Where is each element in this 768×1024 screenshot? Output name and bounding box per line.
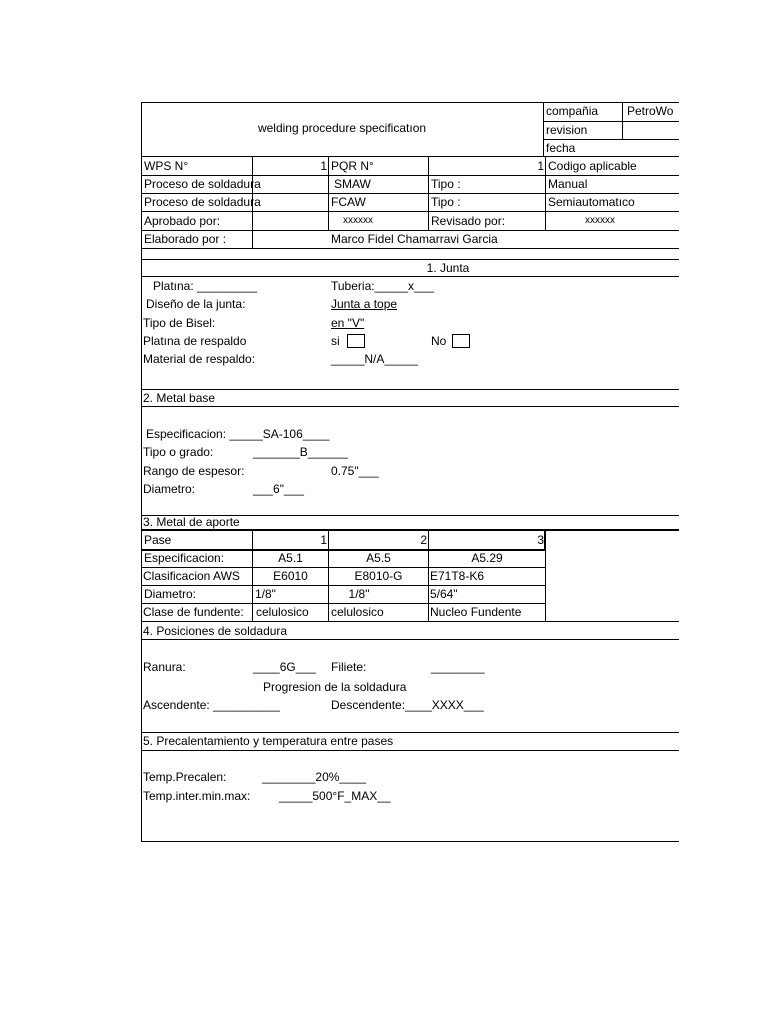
filiete-label: Filiete:: [331, 660, 367, 674]
aprobado-label: Aprobado por:: [144, 214, 221, 228]
pqr-label: PQR N°: [331, 159, 374, 173]
diametro-value: ___6"___: [253, 482, 304, 496]
descendente-field: Descendente:____XXXX___: [331, 698, 484, 712]
tipo-grado-label: Tipo o grado:: [143, 445, 214, 459]
precalen-label: Temp.Precalen:: [143, 770, 227, 784]
intermin-value: _____500°F_MAX__: [279, 789, 391, 803]
tipo1-label: Tipo :: [431, 177, 461, 191]
aporte-cell: celulosico: [256, 605, 309, 619]
diseno-label: Diseño de la junta:: [146, 297, 246, 311]
filiete-value: ________: [431, 660, 485, 674]
bisel-value: en "V": [331, 316, 365, 330]
ranura-label: Ranura:: [143, 660, 186, 674]
pase-2: 2: [420, 533, 427, 547]
precalentamiento-title: 5. Precalentamiento y temperatura entre pases: [143, 734, 394, 748]
pqr-value: 1: [537, 159, 544, 173]
aporte-cell: E8010-G: [354, 569, 403, 583]
tipo2-label: Tipo :: [431, 195, 461, 209]
material-value: _____N/A_____: [331, 352, 418, 366]
pase-label: Pase: [144, 533, 172, 547]
bisel-label: Tipo de Bisel:: [143, 316, 216, 330]
pase-3: 3: [537, 533, 544, 547]
elaborado-label: Elaborado por :: [144, 232, 227, 246]
metal-base-title: 2. Metal base: [143, 391, 216, 405]
elaborado-value: Marco Fidel Chamarravi Garcia: [331, 232, 498, 246]
rango-label: Rango de espesor:: [143, 464, 245, 478]
aporte-row-label: Clasificacion AWS: [143, 569, 240, 583]
rango-value: 0.75"___: [331, 464, 379, 478]
aporte-row-label: Diametro:: [144, 587, 197, 601]
intermin-label: Temp.inter.min.max:: [143, 789, 251, 803]
company-label: compañia: [546, 104, 599, 118]
aporte-cell: Nucleo Fundente: [430, 605, 522, 619]
proceso2-label: Proceso de soldadura: [144, 195, 261, 209]
proceso1-value: SMAW: [334, 177, 371, 191]
metal-aporte-title: 3. Metal de aporte: [143, 515, 240, 529]
aporte-row-label: Especificacion:: [144, 551, 225, 565]
platina-field: Platına: _________: [153, 279, 258, 293]
revisado-label: Revisado por:: [431, 214, 506, 228]
aprobado-value: xxxxxx: [343, 215, 373, 226]
diametro-label: Diametro:: [143, 482, 196, 496]
respaldo-no-checkbox[interactable]: [452, 334, 470, 348]
ranura-value: ____6G___: [253, 660, 316, 674]
diseno-value: Junta a tope: [331, 297, 398, 311]
tipo1-value: Manual: [548, 177, 588, 191]
progresion-label: Progresion de la soldadura: [263, 680, 407, 694]
material-label: Material de respaldo:: [143, 352, 256, 366]
revision-label: revision: [546, 123, 588, 137]
respaldo-si-checkbox[interactable]: [347, 334, 365, 348]
tuberia-field: Tuberia:_____x___: [331, 279, 434, 293]
codigo-label: Codigo aplicable: [548, 159, 637, 173]
proceso2-value: FCAW: [331, 195, 366, 209]
fecha-label: fecha: [546, 141, 576, 155]
revisado-value: xxxxxx: [585, 215, 615, 226]
posiciones-title: 4. Posiciones de soldadura: [143, 624, 288, 638]
aporte-cell: A5.29: [471, 551, 503, 565]
tipo2-value: Semiautomatıco: [548, 195, 635, 209]
respaldo-label: Platına de respaldo: [143, 334, 247, 348]
aporte-cell: A5.1: [278, 551, 303, 565]
wps-label: WPS N°: [144, 159, 189, 173]
aporte-cell: 1/8": [348, 587, 370, 601]
company-value: PetroWo: [627, 104, 674, 118]
aporte-cell: celulosico: [331, 605, 384, 619]
aporte-cell: 1/8": [255, 587, 276, 601]
tipo-grado-value: _______B______: [253, 445, 348, 459]
aporte-cell: A5.5: [366, 551, 391, 565]
wps-value: 1: [320, 159, 327, 173]
precalen-value: ________20%____: [262, 770, 367, 784]
especificacion-field: Especificacion: _____SA-106____: [146, 427, 330, 441]
form-title: welding procedure specificatıon: [257, 121, 427, 135]
aporte-row-label: Clase de fundente:: [143, 605, 244, 619]
aporte-cell: 5/64": [430, 587, 458, 601]
ascendente-field: Ascendente: __________: [143, 698, 280, 712]
junta-title: 1. Junta: [426, 261, 470, 275]
respaldo-no-label: No: [431, 334, 447, 348]
aporte-cell: E6010: [273, 569, 308, 583]
proceso1-label: Proceso de soldadura: [144, 177, 261, 191]
aporte-cell: E71T8-K6: [430, 569, 485, 583]
pase-1: 1: [320, 533, 327, 547]
respaldo-si-label: si: [331, 334, 340, 348]
